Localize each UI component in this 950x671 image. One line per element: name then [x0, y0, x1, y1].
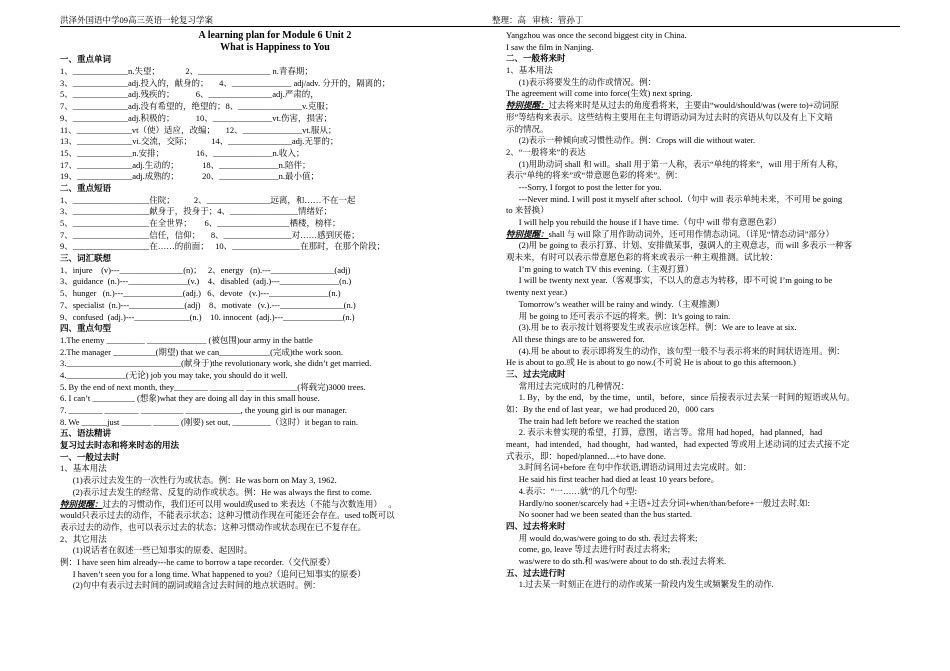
text-line: 6. I can’t __________ (想象)what they are doing all day in this small house. [60, 393, 320, 404]
text-line: ---Never mind. I will post it myself after school.（句中 will 表示单纯未来，不可用 be going [506, 193, 843, 204]
text-line: was/were to do sth.和 was/were about to do sth.表过去将来. [506, 555, 727, 566]
text-line: (2)句中有表示过去时间的副词或暗含过去时间的地点状语时。例： [60, 580, 321, 591]
text-line: 3、__________________献身于，投身于；4、________________情绪好； [60, 206, 333, 217]
text-line: Hardly/no sooner/scarcely had +主语+过去分词+when/than/before+一般过去时.如: [506, 497, 810, 508]
text-line: (2)表示一种倾向或习惯性动作。例：Crops will die without water. [506, 135, 756, 146]
text-line: 13、_____________vi.交流，交际； 14、_______________adj.无罪的； [60, 136, 339, 147]
text-line: All these things are to be answered for. [506, 333, 645, 344]
text-line: (1)表示过去发生的一次性行为或状态。例：He was born on May 3, 1962. [60, 475, 337, 486]
text-line: 观未来，有时可以表示带意愿色彩的将来或表示一种主观推测。试比较： [506, 252, 779, 263]
special-note-label: 特别提醒： [60, 498, 103, 509]
text-line: 3.时间名词+before 在句中作状语,谓语动词用过去完成时。如： [506, 462, 752, 473]
text-line: 11、_____________vt（使）适应，改编； 12、______________vt.服从； [60, 124, 337, 135]
text-line: 7、specialist (n.)---_____________(adj) 8、motivate (v.).---_______________(n.) [60, 299, 356, 310]
text-line: 7、_____________adj.没有希望的，绝望的；8、_______________v.克服； [60, 101, 334, 112]
text-line: 15、_____________n.安排； 16、______________n.收入； [60, 147, 305, 158]
text-line: 7. ________ ________ __________ _____________, the young girl is our manager. [60, 405, 347, 415]
text-line: come, go, leave 等过去进行时表过去将来; [506, 544, 671, 555]
text-line: (1)说话者在叙述一些已知事实的原委、起因时。 [60, 545, 253, 556]
note-text: 过去的习惯动作，我们还可以用 would或used to 来表达（不能与次数连用） 。 [102, 498, 397, 509]
text-line: 1、_____________n.失望； 2、_________________ n.青春期； [60, 66, 313, 77]
text-line: He is about to go.或 He is about to go now.(不可说 He is about to go this afternoon.) [506, 357, 796, 368]
text-line: 用 be going to 还可表示不远的将来。例：It’s going to rain. [506, 310, 731, 321]
doc-subtitle: What is Happiness to You [220, 42, 330, 54]
special-note-label: 特别提醒： [506, 100, 549, 111]
section-heading: 四、过去将来时 [506, 520, 566, 531]
note-text: 过去将来时是从过去的角度看将来，主要由“would/should/was (were to)+动词原 [548, 100, 839, 111]
header-right: 整理：高 审核：管孙丁 [492, 15, 584, 25]
text-line: 1.The enemy _________ ______________ (被包围)our army in the battle [60, 334, 313, 345]
text-line [506, 229, 902, 241]
text-line: 1、__________________住院； 2、_______________远离，和……不在一起 [60, 194, 356, 205]
text-line: 2.The manager __________(期望) that we can____________(完成)the work soon. [60, 346, 344, 357]
text-line: would只表示过去的动作，不能表示状态；这种习惯动作现在可能还会存在。used to既可以 [60, 510, 395, 521]
section-heading: 三、词汇联想 [60, 253, 112, 264]
text-line: The agreement will come into force(生效) next spring. [506, 88, 693, 99]
text-line: I’m going to watch TV this evening.（主观打算） [506, 263, 694, 274]
text-line: 例：I have seen him already---he came to borrow a tape recorder.（交代原委） [60, 556, 335, 567]
text-line: I will help you rebuild the house if I have time.（句中 will 带有意愿色彩） [506, 217, 782, 227]
text-line: 9、confused (adj.)---_____________(n.) 10. innocent (adj.)---______________(n.) [60, 311, 355, 322]
text-line: 1. By，by the end，by the time，until，before，since 后接表示过去某一时间的短语或从句。 [506, 392, 855, 403]
text-line: 3.___________________________(献身于)the revolutionary work, she didn’t get married. [60, 358, 372, 369]
text-line: (4).用 be about to 表示即将发生的动作，该句型一般不与表示将来的时间状语连用。例： [506, 345, 845, 356]
text-line: I will be twenty next year.（客观事实，不以人的意志为转移，即不可说 I’m going to be [506, 275, 833, 286]
section-heading: 五、过去进行时 [506, 567, 566, 578]
text-line: 用 would do,was/were going to do sth. 表过去将来; [506, 532, 698, 543]
text-line: (1)用助动词 shall 和 will。shall 用于第一人称，表示“单纯的将来”，will 用于所有人称， [506, 158, 844, 169]
text-line: (3).用 be to 表示按计划将要发生或表示应该怎样。例：We are to leave at six. [506, 322, 797, 333]
section-heading: 五、语法精讲 [60, 428, 112, 439]
text-line: 1、基本用法 [60, 463, 107, 474]
text-line: The train had left before we reached the station [506, 415, 680, 426]
text-line: 7、__________________信任，信仰； 8、________________对……感到厌倦； [60, 229, 360, 240]
text-line: 形”等结构来表示。这些结构主要用在主句谓语动词为过去时的宾语从句以及有上下文暗 [506, 111, 833, 122]
text-line: 2、其它用法 [60, 533, 107, 544]
text-line: I haven’t seen you for a long time. What happened to you?（追问已知事实的原委） [60, 568, 366, 579]
section-heading: 三、过去完成时 [506, 368, 566, 379]
section-heading: 一、一般过去时 [60, 451, 120, 462]
doc-title: A learning plan for Module 6 Unit 2 [198, 30, 352, 41]
text-line: 8. We ______just _______ ______ (刚要) set out, _________（这时）it began to rain. [60, 416, 359, 427]
text-line: 如：By the end of last year，we had produced 20，000 cars [506, 404, 714, 414]
text-line: 4.______________(无论) job you may take, you should do it well. [60, 369, 288, 380]
text-line: 表示过去的动作，也可以表示过去的状态；这种习惯动作或状态现在已不复存在。 [60, 521, 367, 532]
text-line [60, 499, 490, 511]
text-line: twenty next year.) [506, 287, 568, 298]
text-line: meant，had intended，had thought，had wanted，had expected 等或用上述动词的过去式接不定 [506, 439, 850, 450]
text-line: 1、基本用法 [506, 65, 553, 76]
text-line: to 来替换） [506, 205, 549, 216]
text-line: Tomorrow’s weather will be rainy and windy.（主观推测） [506, 298, 725, 309]
text-line: 5、__________________在全世界； 6、_________________栖楼，榜样； [60, 218, 341, 228]
text-line: Yangzhou was once the second biggest city in China. [506, 30, 687, 40]
text-line: No sooner had we been seated than the bus started. [506, 509, 692, 520]
text-line: 9、__________________在……的前面； 10、________________在那时，在那个阶段； [60, 241, 386, 252]
header-left: 洪泽外国语中学09高三英语一轮复习学案 [60, 15, 214, 25]
section-heading: 四、重点句型 [60, 323, 112, 334]
note-text: shall 与 will 除了用作助动词外，还可用作情态动词。（详见“情态动词”部分） [548, 228, 834, 239]
text-line [506, 100, 902, 112]
right-column [506, 30, 902, 591]
section-heading: 复习过去时态和将来时态的用法 [60, 440, 180, 451]
text-line: (1)表示将要发生的动作或情况。例： [506, 76, 657, 87]
text-line: (2)表示过去发生的经常、反复的动作或状态。例：He was always the first to come. [60, 486, 372, 497]
text-line: 1.过去某一时刻正在进行的动作或某一阶段内发生或频繁发生的动作. [506, 579, 774, 590]
left-column [60, 30, 490, 592]
text-line: I saw the film in Nanjing. [506, 41, 594, 52]
text-line: 2. 表示未曾实现的希望，打算，意图，诺言等。常用 had hoped，had planned，had [506, 427, 823, 438]
text-line: 2、“一般将来”的表达 [506, 146, 586, 157]
text-line: 式表示，即：hoped/planned…+to have done. [506, 450, 666, 461]
section-heading: 一、重点单词 [60, 54, 112, 65]
text-line: 5. By the end of next month, they________ ________ ____________(将载完)3000 trees. [60, 381, 366, 392]
text-line: 3、_____________adj.投入的，献身的； 4、______________ adj/adv. 分开的，隔离的； [60, 77, 391, 88]
special-note-label: 特别提醒： [506, 228, 549, 239]
section-heading: 二、一般将来时 [506, 53, 566, 64]
text-line: 9、_____________adj.积极的； 10、______________vt.伤害，损害； [60, 112, 332, 123]
header-rule [60, 26, 900, 27]
text-line: 17、_____________adj.生动的； 18、______________n.陪伴； [60, 159, 311, 170]
text-line: 5、_____________adj.残疾的； 6、_______________adj.严肃的， [60, 89, 319, 100]
section-heading: 二、重点短语 [60, 182, 112, 193]
text-line: 示的情况。 [506, 123, 549, 134]
text-line: 1、injure (v)---_______________(n)； 2、energy (n).---_______________(adj) [60, 264, 351, 275]
text-line: 表示“单纯的将来”或“带意愿色彩的将来”。例： [506, 170, 683, 181]
text-line: 19、_____________adj.成熟的； 20、______________n.最小值； [60, 171, 320, 182]
text-line: 3、guidance (n.)---______________(v.) 4、disabled (adj.)---______________(n.) [60, 276, 352, 287]
text-line: 5、hunger (n.)---______________(adj.) 6、devote (v.)---______________(n.) [60, 288, 341, 299]
text-line: 常用过去完成时的几种情况： [506, 380, 630, 391]
text-line: 4.表示：“一……就”的几个句型: [506, 485, 638, 496]
text-line: (2)用 be going to 表示打算、计划、安排做某事，强调人的主观意志，而 will 多表示一种客 [506, 240, 853, 251]
text-line: ---Sorry, I forgot to post the letter for you. [506, 181, 662, 192]
text-line: He said his first teacher had died at least 10 years before。 [506, 474, 720, 485]
